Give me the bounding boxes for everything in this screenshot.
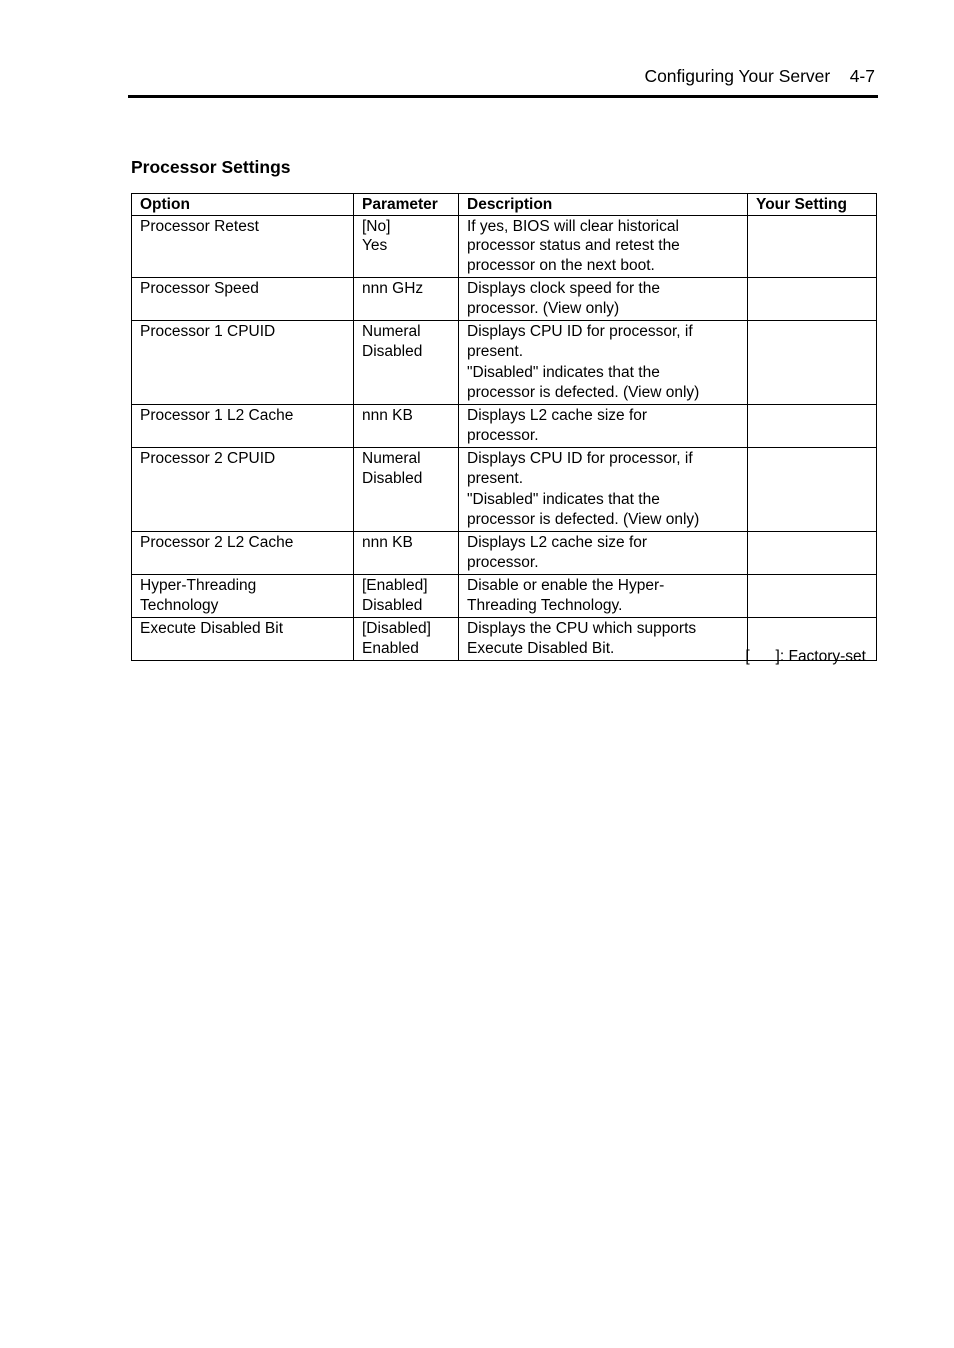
option-cell [132, 448, 354, 532]
cell-text-line: Displays the CPU which supports [467, 620, 697, 637]
option-cell [132, 575, 354, 618]
cell-text-line: If yes, BIOS will clear historical [467, 217, 679, 235]
header-rule [128, 95, 878, 98]
option-cell [132, 321, 354, 405]
processor-settings-table [131, 193, 877, 661]
description-cell [459, 215, 748, 278]
page-number: 4-7 [849, 66, 875, 86]
cell-text-line: nnn KB [362, 407, 413, 424]
option-cell [132, 532, 354, 575]
table-row [132, 405, 877, 448]
cell-text-line: processor on the next boot. [467, 256, 655, 274]
your-setting-cell [748, 575, 877, 618]
parameter-cell [354, 405, 459, 448]
cell-text-line: nnn KB [362, 534, 413, 551]
your-setting-cell [748, 215, 877, 278]
cell-text-line: "Disabled" indicates that the [467, 364, 660, 381]
cell-text-line: Execute Disabled Bit [140, 620, 284, 637]
cell-text-line: Hyper-Threading [140, 577, 257, 594]
factory-set-note: [ ]: Factory-set [745, 648, 866, 665]
table-row [132, 532, 877, 575]
your-setting-cell [748, 532, 877, 575]
cell-text-line: Displays L2 cache size for [467, 407, 648, 424]
cell-text-line: Numeral [362, 323, 421, 340]
cell-text-line: processor is defected. (View only) [467, 383, 700, 401]
section-title: Processor Settings [131, 157, 291, 177]
cell-text-line: Disabled [362, 342, 423, 360]
column-header-parameter: Parameter [354, 194, 459, 216]
description-cell [459, 405, 748, 448]
cell-text-line: Disabled [362, 596, 423, 614]
cell-text-line: nnn GHz [362, 280, 424, 297]
parameter-cell [354, 321, 459, 405]
cell-text-line: Displays clock speed for the [467, 280, 660, 297]
parameter-cell [354, 618, 459, 661]
cell-text-line: Processor Speed [140, 280, 259, 297]
cell-text-line: Displays CPU ID for processor, if [467, 450, 693, 467]
cell-text-line: Threading Technology. [467, 596, 623, 614]
option-cell [132, 405, 354, 448]
column-header-option: Option [132, 194, 354, 216]
cell-text-line: Displays L2 cache size for [467, 534, 648, 551]
cell-text-line: Processor 1 CPUID [140, 323, 276, 340]
cell-text-line: Processor Retest [140, 217, 259, 235]
table-row [132, 278, 877, 321]
cell-text-line: processor. [467, 553, 539, 571]
cell-text-line: Yes [362, 237, 388, 254]
cell-text-line: processor status and retest the [467, 237, 680, 254]
description-cell [459, 618, 748, 661]
cell-text-line: Processor 1 L2 Cache [140, 407, 294, 424]
table-row [132, 448, 877, 532]
table-row [132, 215, 877, 278]
cell-text-line: [Enabled] [362, 577, 428, 594]
your-setting-cell [748, 448, 877, 532]
option-cell [132, 618, 354, 661]
cell-text-line: "Disabled" indicates that the [467, 491, 660, 508]
table-row [132, 321, 877, 405]
cell-text-line: present. [467, 342, 524, 360]
table-header-row [132, 194, 877, 216]
description-cell [459, 532, 748, 575]
parameter-cell [354, 448, 459, 532]
cell-text-line: Processor 2 L2 Cache [140, 534, 294, 551]
table-body [132, 215, 877, 661]
cell-text-line: Enabled [362, 639, 419, 657]
chapter-title: Configuring Your Server [644, 66, 831, 86]
cell-text-line: [No] [362, 217, 391, 235]
cell-text-line: Processor 2 CPUID [140, 450, 276, 467]
table-row [132, 575, 877, 618]
column-header-description: Description [459, 194, 748, 216]
option-cell [132, 215, 354, 278]
parameter-cell [354, 278, 459, 321]
running-header [644, 66, 875, 87]
your-setting-cell [748, 278, 877, 321]
option-cell [132, 278, 354, 321]
parameter-cell [354, 215, 459, 278]
your-setting-cell [748, 405, 877, 448]
description-cell [459, 575, 748, 618]
cell-text-line: Displays CPU ID for processor, if [467, 323, 693, 340]
description-cell [459, 321, 748, 405]
cell-text-line: processor. [467, 426, 539, 444]
cell-text-line: present. [467, 469, 524, 487]
your-setting-cell [748, 321, 877, 405]
column-header-your-setting: Your Setting [748, 194, 877, 216]
parameter-cell [354, 575, 459, 618]
cell-text-line: Numeral [362, 450, 421, 467]
cell-text-line: Disable or enable the Hyper- [467, 577, 665, 594]
cell-text-line: Technology [140, 596, 219, 614]
cell-text-line: processor. (View only) [467, 299, 620, 317]
cell-text-line: processor is defected. (View only) [467, 510, 700, 528]
parameter-cell [354, 532, 459, 575]
cell-text-line: Execute Disabled Bit. [467, 639, 615, 657]
description-cell [459, 278, 748, 321]
cell-text-line: Disabled [362, 469, 423, 487]
cell-text-line: [Disabled] [362, 620, 431, 637]
description-cell [459, 448, 748, 532]
